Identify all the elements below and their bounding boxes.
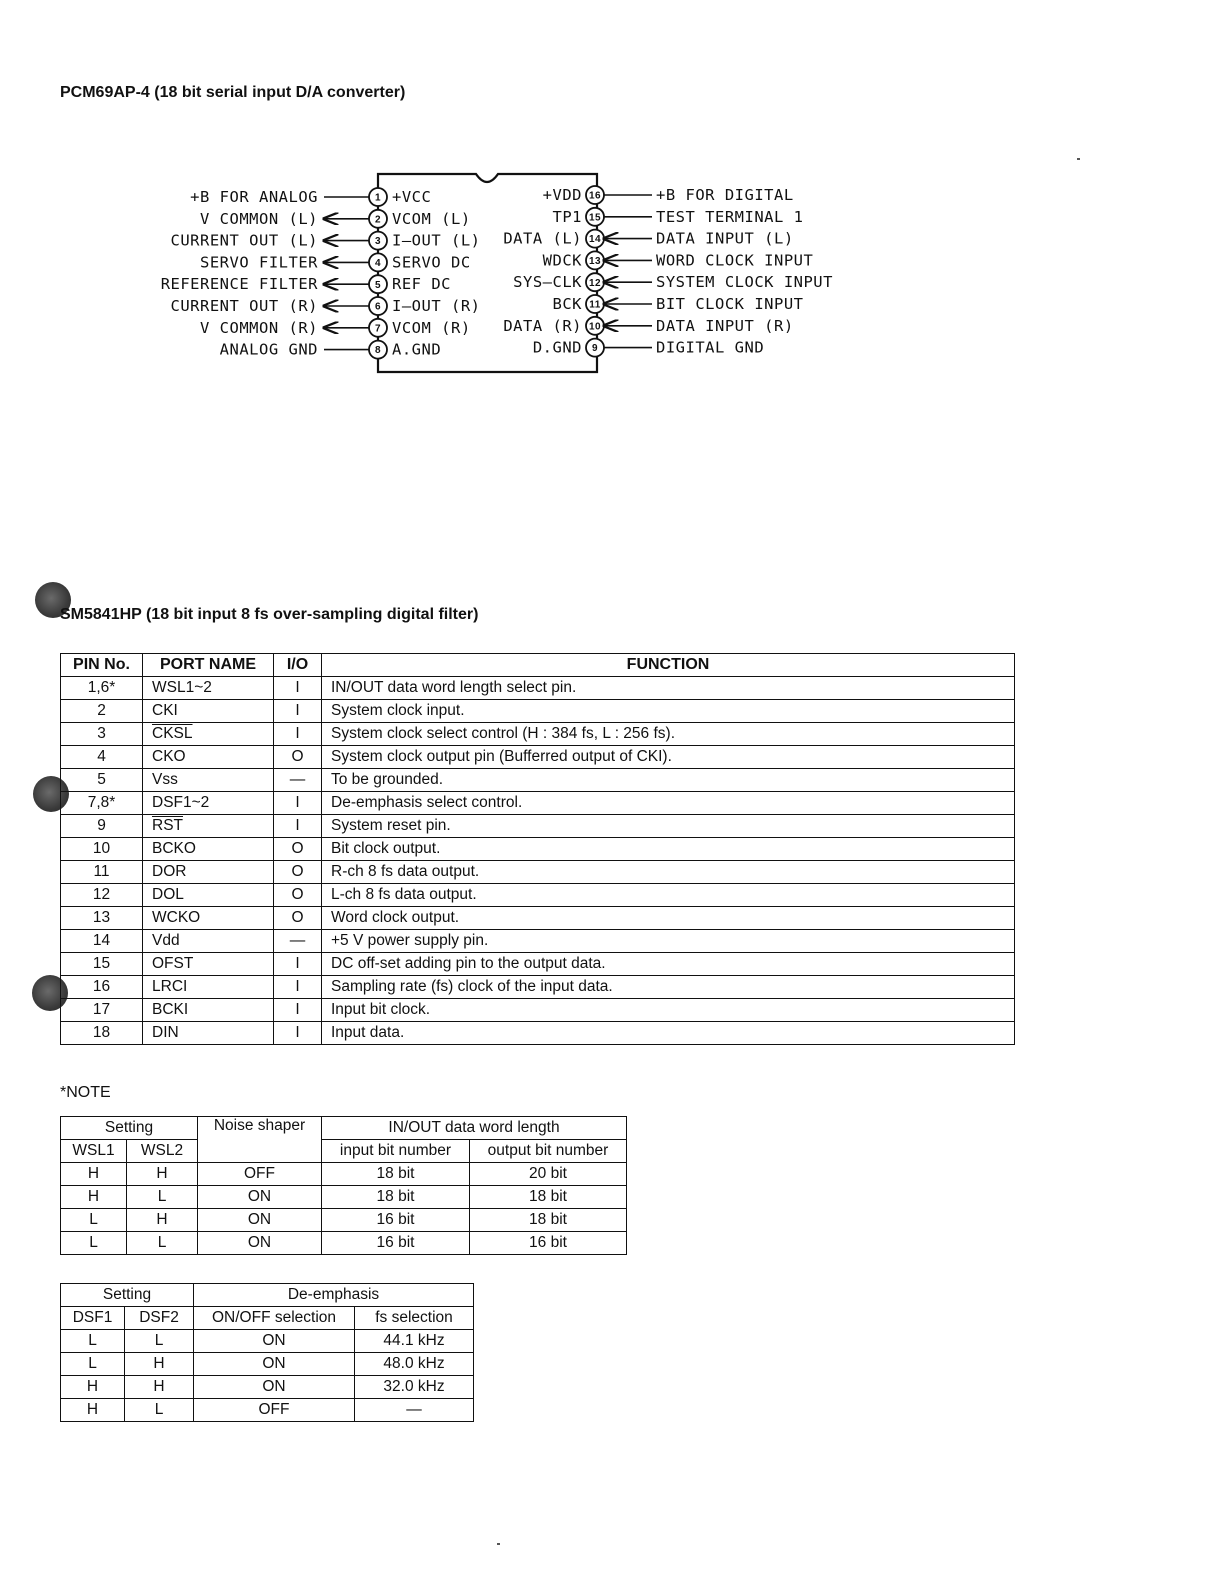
pin-number: 6 (374, 301, 382, 313)
cell-pin-no: 7,8* (61, 792, 143, 815)
section-title-sm5841: SM5841HP (18 bit input 8 fs over-sampling digital filter) (60, 606, 479, 623)
pin-name: SYS—CLK (513, 273, 582, 292)
cell-pin-no: 5 (61, 769, 143, 792)
pin-number: 14 (588, 234, 602, 246)
cell-io: O (274, 861, 322, 884)
pin-name: VCOM (R) (392, 318, 471, 337)
cell-function: System reset pin. (322, 815, 1015, 838)
table-header-row (61, 654, 1015, 677)
cell-pin-no: 2 (61, 700, 143, 723)
header-function: FUNCTION (322, 654, 1015, 677)
cell-port-name: CKO (143, 746, 274, 769)
cell-pin-no: 4 (61, 746, 143, 769)
cell-noise-shaper: ON (198, 1186, 322, 1209)
cell-fs: 44.1 kHz (355, 1330, 474, 1353)
cell-function: Input bit clock. (322, 999, 1015, 1022)
de-header-onoff: ON/OFF selection (194, 1307, 355, 1330)
cell-input-bits: 18 bit (322, 1186, 470, 1209)
table-row (61, 677, 1015, 700)
table-row (61, 907, 1015, 930)
table-row (61, 953, 1015, 976)
ws-header-input: input bit number (322, 1140, 470, 1163)
pin-number: 11 (589, 299, 601, 311)
cell-wsl2: H (127, 1163, 198, 1186)
cell-io: I (274, 792, 322, 815)
cell-noise-shaper: ON (198, 1232, 322, 1255)
pin-name: A.GND (392, 340, 442, 359)
cell-fs: 32.0 kHz (355, 1376, 474, 1399)
cell-function: System clock output pin (Bufferred output of CKI). (322, 746, 1015, 769)
table-row (61, 769, 1015, 792)
cell-dsf1: H (61, 1376, 125, 1399)
cell-input-bits: 16 bit (322, 1209, 470, 1232)
signal-label: ANALOG GND (219, 340, 318, 359)
cell-function: Input data. (322, 1022, 1015, 1045)
cell-pin-no: 14 (61, 930, 143, 953)
table-row (61, 792, 1015, 815)
signal-label: CURRENT OUT (L) (170, 231, 318, 250)
cell-function: Bit clock output. (322, 838, 1015, 861)
cell-function: R-ch 8 fs data output. (322, 861, 1015, 884)
header-pin-no: PIN No. (61, 654, 143, 677)
cell-function: L-ch 8 fs data output. (322, 884, 1015, 907)
de-header-deemphasis: De-emphasis (194, 1284, 474, 1307)
pin-name: +VCC (392, 188, 432, 206)
cell-noise-shaper: OFF (198, 1163, 322, 1186)
table-row (61, 746, 1015, 769)
cell-io: O (274, 884, 322, 907)
cell-function: System clock input. (322, 700, 1015, 723)
cell-wsl2: L (127, 1232, 198, 1255)
pin-number: 16 (588, 190, 602, 202)
cell-output-bits: 20 bit (470, 1163, 627, 1186)
cell-input-bits: 16 bit (322, 1232, 470, 1255)
cell-io: I (274, 953, 322, 976)
table-row (61, 1022, 1015, 1045)
cell-function: To be grounded. (322, 769, 1015, 792)
cell-wsl1: L (61, 1232, 127, 1255)
de-header-dsf2: DSF2 (125, 1307, 194, 1330)
pin-number: 4 (374, 258, 382, 269)
signal-label: BIT CLOCK INPUT (656, 295, 804, 313)
cell-noise-shaper: ON (198, 1209, 322, 1232)
signal-label: DATA INPUT (L) (656, 229, 794, 248)
table-row (61, 838, 1015, 861)
cell-function: IN/OUT data word length select pin. (322, 677, 1015, 700)
cell-wsl2: H (127, 1209, 198, 1232)
pin-name: D.GND (532, 338, 582, 357)
cell-function: Sampling rate (fs) clock of the input data. (322, 976, 1015, 999)
signal-label: REFERENCE FILTER (160, 275, 318, 294)
pin-name: I—OUT (L) (392, 231, 481, 250)
cell-io: — (274, 769, 322, 792)
pin-name: TP1 (552, 207, 582, 226)
signal-label: V COMMON (L) (200, 209, 318, 228)
cell-port-name: BCKI (143, 999, 274, 1022)
cell-output-bits: 18 bit (470, 1209, 627, 1232)
pin-name: +VDD (542, 186, 582, 204)
cell-io: I (274, 723, 322, 746)
table-row (61, 999, 1015, 1022)
deemphasis-table (60, 1283, 474, 1422)
pin-name: WDCK (542, 251, 582, 270)
pin-number: 8 (374, 345, 382, 357)
word-length-table (60, 1116, 627, 1255)
cell-dsf1: L (61, 1330, 125, 1353)
cell-port-name: CKSL (143, 723, 274, 746)
cell-port-name: $\overline{RST}$ (143, 815, 274, 838)
pin-name: SERVO DC (392, 253, 471, 272)
cell-pin-no: 16 (61, 976, 143, 999)
cell-pin-no: 3 (61, 723, 143, 746)
cell-io: O (274, 746, 322, 769)
cell-wsl1: H (61, 1186, 127, 1209)
pin-number: 15 (588, 212, 602, 224)
cell-port-name: WCKO (143, 907, 274, 930)
pin-name: REF DC (392, 275, 451, 294)
ws-header-output: output bit number (470, 1140, 627, 1163)
cell-fs: — (355, 1399, 474, 1422)
note-label: *NOTE (60, 1084, 111, 1101)
cell-port-name: DOL (143, 884, 274, 907)
signal-label: SERVO FILTER (200, 253, 318, 272)
table-row (61, 930, 1015, 953)
cell-function: +5 V power supply pin. (322, 930, 1015, 953)
pin-function-table (60, 653, 1015, 1045)
cell-io: I (274, 815, 322, 838)
pin-number: 10 (588, 321, 602, 333)
cell-onoff: ON (194, 1353, 355, 1376)
cell-io: — (274, 930, 322, 953)
header-io: I/O (274, 654, 322, 677)
cell-wsl1: H (61, 1163, 127, 1186)
ws-header-noise: Noise shaper (198, 1117, 322, 1163)
signal-label: CURRENT OUT (R) (170, 297, 318, 315)
signal-label: +B FOR DIGITAL (656, 186, 794, 204)
pcm69-pinout-diagram (0, 0, 1224, 420)
cell-pin-no: 12 (61, 884, 143, 907)
header-port-name: PORT NAME (143, 654, 274, 677)
cell-port-name: Vdd (143, 930, 274, 953)
cell-dsf1: H (61, 1399, 125, 1422)
table-row (61, 1209, 627, 1232)
signal-label: SYSTEM CLOCK INPUT (656, 273, 833, 292)
ws-header-setting: Setting (61, 1117, 198, 1140)
cell-function: System clock select control (H : 384 fs, L : 256 fs). (322, 723, 1015, 746)
cell-dsf2: H (125, 1353, 194, 1376)
cell-pin-no: 15 (61, 953, 143, 976)
table-row (61, 861, 1015, 884)
cell-output-bits: 16 bit (470, 1232, 627, 1255)
pin-name: BCK (552, 295, 582, 313)
cell-dsf2: H (125, 1376, 194, 1399)
cell-pin-no: 9 (61, 815, 143, 838)
signal-label: WORD CLOCK INPUT (656, 251, 814, 270)
cell-port-name: DOR (143, 861, 274, 884)
cell-onoff: ON (194, 1376, 355, 1399)
cell-onoff: ON (194, 1330, 355, 1353)
cell-pin-no: 10 (61, 838, 143, 861)
cell-io: I (274, 700, 322, 723)
table-row (61, 723, 1015, 746)
ws-header-wsl2: WSL2 (127, 1140, 198, 1163)
cell-io: I (274, 999, 322, 1022)
table-row (61, 1330, 474, 1353)
cell-function: DC off-set adding pin to the output data. (322, 953, 1015, 976)
ws-header-word: IN/OUT data word length (322, 1117, 627, 1140)
cell-input-bits: 18 bit (322, 1163, 470, 1186)
pin-name: VCOM (L) (392, 209, 471, 228)
table-row (61, 1399, 474, 1422)
signal-label: V COMMON (R) (200, 318, 318, 337)
scan-speck (497, 1543, 500, 1545)
table-row (61, 976, 1015, 999)
table-row (61, 815, 1015, 838)
cell-port-name: DIN (143, 1022, 274, 1045)
table-row (61, 700, 1015, 723)
cell-dsf1: L (61, 1353, 125, 1376)
cell-wsl2: L (127, 1186, 198, 1209)
cell-port-name: CKI (143, 700, 274, 723)
pin-name: DATA (R) (503, 316, 582, 335)
cell-pin-no: 18 (61, 1022, 143, 1045)
de-header-dsf1: DSF1 (61, 1307, 125, 1330)
ws-header-wsl1: WSL1 (61, 1140, 127, 1163)
pin-name: I—OUT (R) (392, 297, 481, 315)
cell-io: I (274, 976, 322, 999)
pin-number: 9 (591, 343, 599, 355)
signal-label: DIGITAL GND (656, 338, 765, 357)
signal-label: TEST TERMINAL 1 (656, 207, 804, 226)
pin-number: 1 (374, 192, 382, 204)
cell-output-bits: 18 bit (470, 1186, 627, 1209)
cell-fs: 48.0 kHz (355, 1353, 474, 1376)
signal-label: DATA INPUT (R) (656, 316, 794, 335)
pin-number: 3 (374, 236, 382, 248)
cell-port-name: OFST (143, 953, 274, 976)
cell-port-name: LRCI (143, 976, 274, 999)
table-row (61, 1163, 627, 1186)
scan-speck (1077, 158, 1080, 160)
pin-name: DATA (L) (503, 229, 582, 248)
cell-io: I (274, 677, 322, 700)
cell-port-name: Vss (143, 769, 274, 792)
signal-label: +B FOR ANALOG (190, 188, 318, 206)
cell-pin-no: 17 (61, 999, 143, 1022)
cell-function: De-emphasis select control. (322, 792, 1015, 815)
cell-io: O (274, 838, 322, 861)
cell-pin-no: 1,6* (61, 677, 143, 700)
cell-port-name: DSF1~2 (143, 792, 274, 815)
cell-onoff: OFF (194, 1399, 355, 1422)
table-row (61, 1376, 474, 1399)
table-row (61, 1353, 474, 1376)
table-row (61, 1186, 627, 1209)
pin-number: 2 (374, 214, 382, 226)
cell-io: O (274, 907, 322, 930)
cell-function: Word clock output. (322, 907, 1015, 930)
cell-dsf2: L (125, 1399, 194, 1422)
pin-number: 7 (374, 323, 382, 335)
cell-io: I (274, 1022, 322, 1045)
section-title-pcm69: PCM69AP-4 (18 bit serial input D/A converter) (60, 84, 406, 101)
de-header-fs: fs selection (355, 1307, 474, 1330)
de-header-setting: Setting (61, 1284, 194, 1307)
cell-pin-no: 11 (61, 861, 143, 884)
cell-pin-no: 13 (61, 907, 143, 930)
pin-number: 13 (588, 256, 602, 267)
cell-port-name: BCKO (143, 838, 274, 861)
cell-port-name: WSL1~2 (143, 677, 274, 700)
cell-wsl1: L (61, 1209, 127, 1232)
table-row (61, 1232, 627, 1255)
pin-number: 5 (374, 279, 382, 291)
pin-number: 12 (588, 277, 602, 289)
table-row (61, 884, 1015, 907)
cell-dsf2: L (125, 1330, 194, 1353)
